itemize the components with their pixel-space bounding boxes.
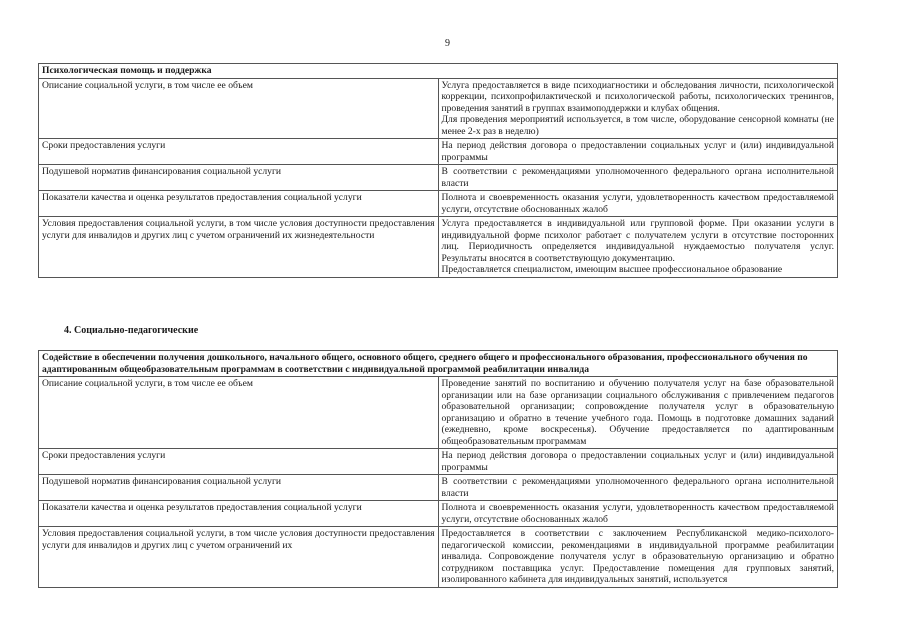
row-label: Условия предоставления социальной услуги, в том числе условия доступности предоставления услуги для инвалидов и других лиц с учетом ограничений их жизнедеятельности [39, 217, 439, 278]
table-row [39, 527, 838, 588]
section-title: 4. Социально-педагогические [64, 325, 199, 336]
page-number: 9 [445, 38, 450, 49]
table-row [39, 501, 838, 527]
row-label: Показатели качества и оценка результатов предоставления социальной услуги [39, 191, 439, 217]
row-label: Описание социальной услуги, в том числе ее объем [39, 78, 439, 139]
row-value: Предоставляется в соответствии с заключением Республиканской медико-психолого-педагогической комиссии, рекомендациями в индивидуальной программе реабилитации инвалида. Сопровождение получателя услуг в образовательную организацию и обратно сотрудником поставщика услуг. Предоставление помещения для групповых занятий, изолированного кабинета для индивидуальных занятий, используется [438, 527, 838, 588]
row-label: Описание социальной услуги, в том числе ее объем [39, 377, 439, 449]
row-value: Полнота и своевременность оказания услуги, удовлетворенность качеством предоставляемой услуги, отсутствие обоснованных жалоб [438, 501, 838, 527]
row-value: На период действия договора о предоставлении социальных услуг и (или) индивидуальной программы [438, 449, 838, 475]
row-value: В соответствии с рекомендациями уполномоченного федерального органа исполнительной власти [438, 165, 838, 191]
row-value [438, 78, 838, 139]
table-row [39, 165, 838, 191]
row-label: Сроки предоставления услуги [39, 449, 439, 475]
row-value: В соответствии с рекомендациями уполномоченного федерального органа исполнительной власти [438, 475, 838, 501]
paragraph: Предоставляется специалистом, имеющим высшее профессиональное образование [441, 264, 783, 275]
paragraph: Услуга предоставляется в виде психодиагностики и обследования личности, психологической коррекции, психопрофилактической и психологической работы, психологических тренингов, проведения занятий в группах взаимоподдержки и клубах общения. [441, 79, 834, 114]
row-label: Условия предоставления социальной услуги, в том числе условия доступности предоставления услуги для инвалидов и других лиц с учетом ограничений их [39, 527, 439, 588]
row-label: Подушевой норматив финансирования социальной услуги [39, 165, 439, 191]
row-label: Показатели качества и оценка результатов предоставления социальной услуги [39, 501, 439, 527]
row-label: Сроки предоставления услуги [39, 139, 439, 165]
table-row [39, 191, 838, 217]
row-value [438, 217, 838, 278]
paragraph: Услуга предоставляется в индивидуальной или групповой форме. При оказании услуги в индивидуальной форме психолог работает с получателем услуги в отсутствие посторонних лиц. Периодичность определяется индивидуальной нуждаемостью получателя услуг. Результаты вносятся в соответствующую документацию. [441, 218, 834, 264]
social-pedagogical-table [38, 350, 838, 588]
table-row [39, 377, 838, 449]
table-row [39, 449, 838, 475]
psych-support-table [38, 63, 838, 278]
table-row [39, 475, 838, 501]
paragraph: Для проведения мероприятий используется, в том числе, оборудование сенсорной комнаты (не менее 2-х раз в неделю) [441, 114, 834, 137]
row-value: На период действия договора о предоставлении социальных услуг и (или) индивидуальной программы [438, 139, 838, 165]
row-value: Полнота и своевременность оказания услуги, удовлетворенность качеством предоставляемой услуги, отсутствие обоснованных жалоб [438, 191, 838, 217]
section-header: Содействие в обеспечении получения дошкольного, начального общего, основного общего, среднего общего и профессионального образования, профессионального обучения по адаптированным общеобразовательным программам в соответствии с индивидуальной программой реабилитации инвалида [39, 351, 838, 377]
row-label: Подушевой норматив финансирования социальной услуги [39, 475, 439, 501]
row-value: Проведение занятий по воспитанию и обучению получателя услуг на базе образовательной организации или на базе организации социального обслуживания с привлечением педагогов образовательной организации; сопровождение получателя услуг в образовательную организацию и обратно в течение учебного года. Помощь в подготовке домашних заданий (ежедневно, кроме воскресенья). Обучение предоставляется по адаптированным общеобразовательным программам [438, 377, 838, 449]
section-header: Психологическая помощь и поддержка [39, 64, 838, 79]
table-row [39, 139, 838, 165]
table-row [39, 217, 838, 278]
table-row [39, 78, 838, 139]
